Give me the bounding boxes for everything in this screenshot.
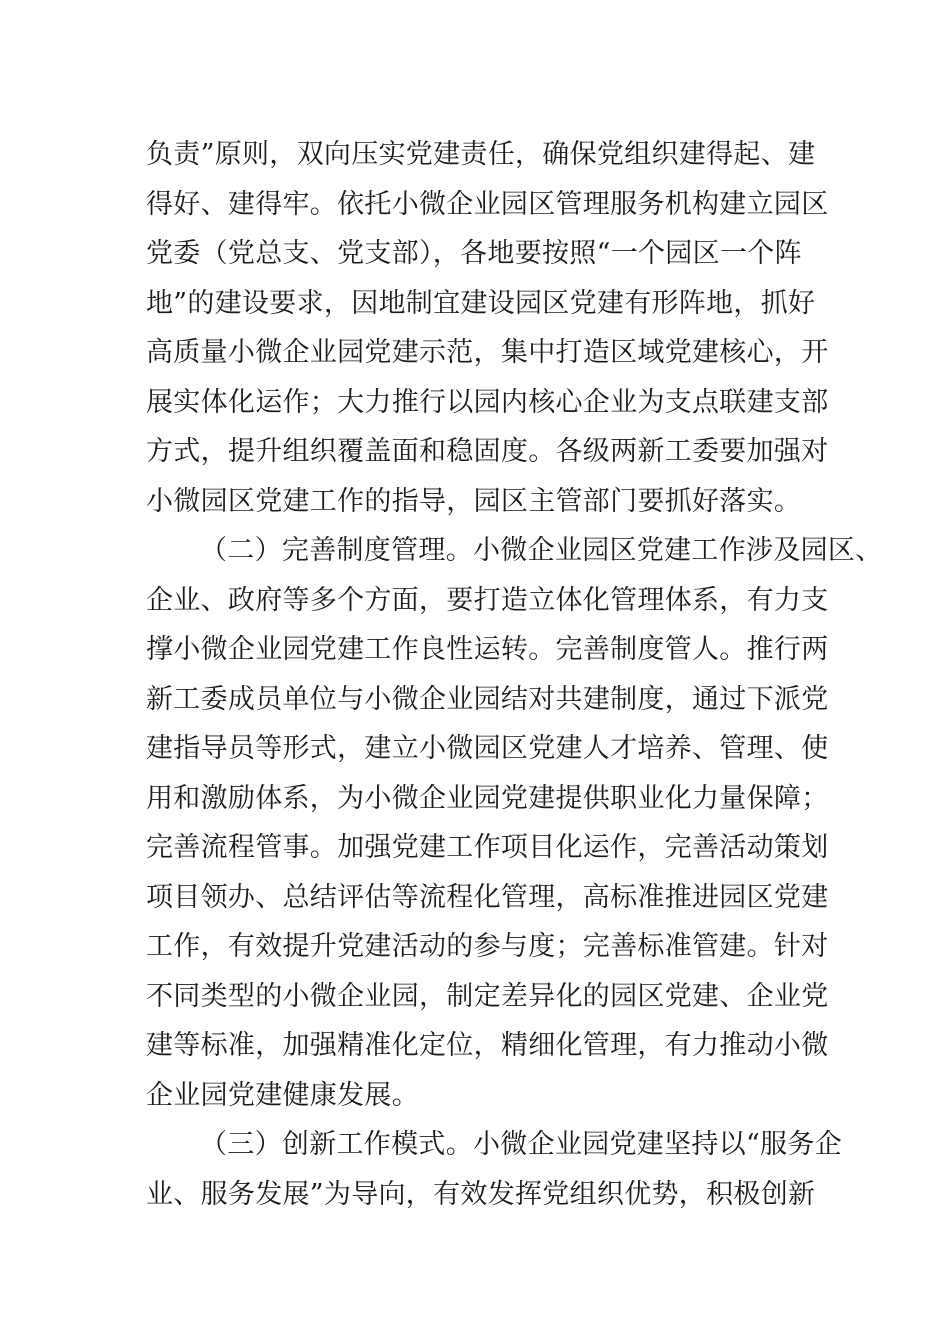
text-line: 完善流程管事。加强党建工作项目化运作，完善活动策划 xyxy=(146,832,829,863)
section-heading-line: （二）完善制度管理。小微企业园区党建工作涉及园区、 xyxy=(200,535,883,566)
text-line: 建等标准，加强精准化定位，精细化管理，有力推动小微 xyxy=(146,1030,829,1061)
text-line: 建指导员等形式，建立小微园区党建人才培养、管理、使 xyxy=(146,733,829,764)
text-line: 地”的建设要求，因地制宜建设园区党建有形阵地，抓好 xyxy=(146,287,816,319)
text-line: 方式，提升组织覆盖面和稳固度。各级两新工委要加强对 xyxy=(146,436,829,467)
text-line: 得好、建得牢。依托小微企业园区管理服务机构建立园区 xyxy=(146,188,829,220)
text-line: 展实体化运作；大力推行以园内核心企业为支点联建支部 xyxy=(146,386,829,418)
text-line: 小微园区党建工作的指导，园区主管部门要抓好落实。 xyxy=(146,485,802,517)
body-text xyxy=(146,130,883,1219)
text-line: 企业园党建健康发展。 xyxy=(146,1079,419,1111)
text-line: 撑小微企业园党建工作良性运转。完善制度管人。推行两 xyxy=(146,634,829,665)
text-line: 高质量小微企业园党建示范，集中打造区域党建核心，开 xyxy=(146,337,829,368)
text-line: 企业、政府等多个方面，要打造立体化管理体系，有力支 xyxy=(146,584,829,616)
text-line: 业、服务发展”为导向，有效发挥党组织优势，积极创新 xyxy=(146,1178,816,1210)
section-heading-line: （三）创新工作模式。小微企业园党建坚持以“服务企 xyxy=(200,1129,843,1160)
text-line: 新工委成员单位与小微企业园结对共建制度，通过下派党 xyxy=(146,683,829,715)
text-line: 项目领办、总结评估等流程化管理，高标准推进园区党建 xyxy=(146,881,829,913)
text-line: 用和激励体系，为小微企业园党建提供职业化力量保障； xyxy=(146,782,829,814)
text-line: 党委（党总支、党支部），各地要按照“一个园区一个阵 xyxy=(146,238,802,269)
text-line: 不同类型的小微企业园，制定差异化的园区党建、企业党 xyxy=(146,980,829,1012)
text-line: 工作，有效提升党建活动的参与度；完善标准管建。针对 xyxy=(146,931,829,962)
text-line: 负责”原则，双向压实党建责任，确保党组织建得起、建 xyxy=(146,139,816,170)
